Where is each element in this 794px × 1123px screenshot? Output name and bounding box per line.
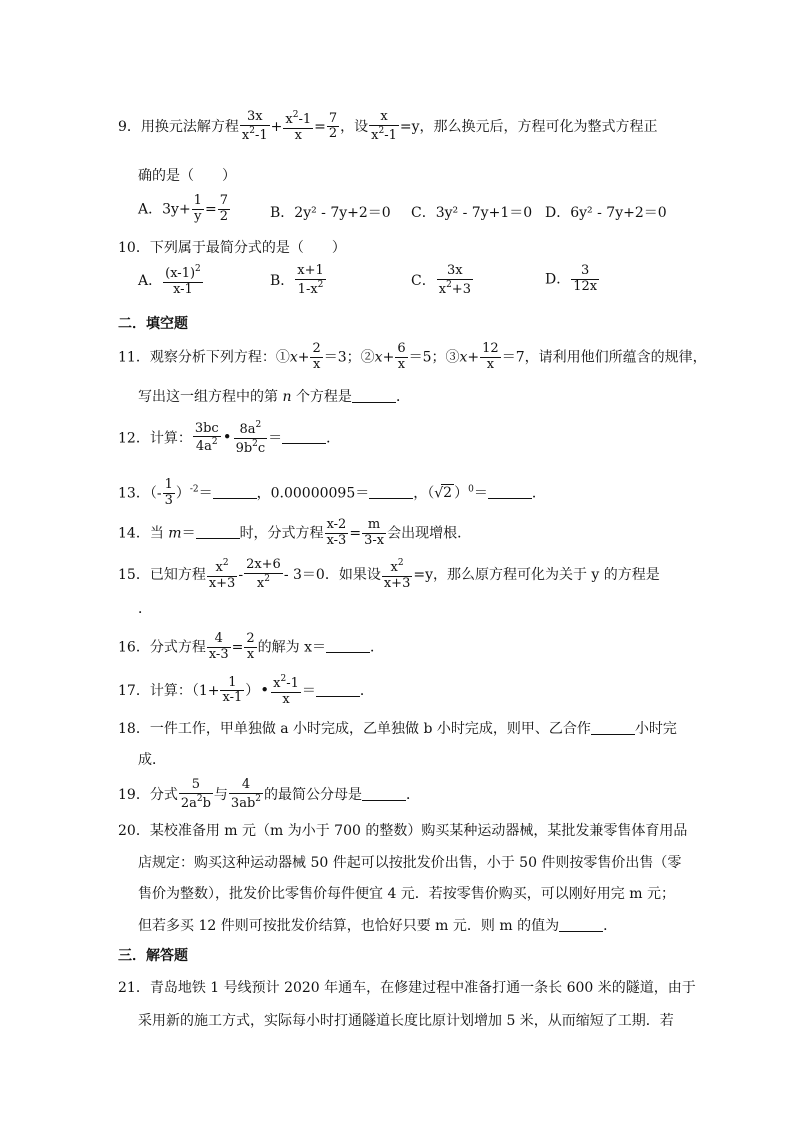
text: x xyxy=(215,560,223,575)
question-20-line-1: 20．某校准备用 m 元（m 为小于 700 的整数）购买某种运动器械，某批发兼零售体育用品 xyxy=(118,823,688,839)
option-label: D． xyxy=(545,271,571,288)
numerator: 2 xyxy=(312,341,321,356)
exponent: 2 xyxy=(317,279,324,290)
fraction xyxy=(325,518,349,549)
denominator: y xyxy=(194,208,202,224)
numerator: 1 xyxy=(220,676,244,692)
answer-blank[interactable] xyxy=(559,917,603,932)
fraction xyxy=(480,342,501,373)
answer-blank[interactable] xyxy=(352,388,396,403)
question-number: 12． xyxy=(118,430,150,447)
denominator: 12x xyxy=(573,278,598,294)
text: ＝7，请利用他们所蕴含的规律， xyxy=(501,349,707,366)
numerator: 4 xyxy=(207,632,231,648)
section-heading-solve: 三．解答题 xyxy=(118,948,188,964)
question-17 xyxy=(118,674,374,708)
denominator: 3 xyxy=(164,492,173,508)
question-15-line-2: ． xyxy=(138,601,152,617)
denominator: x xyxy=(294,127,302,143)
operator: • xyxy=(222,428,232,447)
text: x xyxy=(438,281,447,297)
exponent: 2 xyxy=(222,558,229,568)
exponent: 2 xyxy=(397,558,404,568)
text: ． xyxy=(359,682,374,699)
fraction xyxy=(207,558,238,592)
denominator: x-1 xyxy=(173,281,193,297)
denominator: 3-x xyxy=(364,532,385,548)
question-10-option-d xyxy=(545,264,600,295)
text: x+ xyxy=(374,349,395,366)
question-number: 11． xyxy=(118,349,150,366)
fraction xyxy=(437,264,473,298)
fraction xyxy=(271,674,301,708)
circled-number: ③ xyxy=(445,349,460,366)
question-9-option-d: D．6y² - 7y+2＝0 xyxy=(545,205,667,221)
text: ． xyxy=(369,639,384,656)
numerator xyxy=(163,264,203,283)
question-9-option-b: B．2y² - 7y+2＝0 xyxy=(270,205,391,221)
denominator: x-3 xyxy=(326,532,347,548)
answer-blank[interactable] xyxy=(213,484,257,499)
numerator: 5 xyxy=(179,778,213,794)
denominator: 2 xyxy=(219,208,228,224)
numerator: 2x+6 xyxy=(246,557,281,572)
denominator: x xyxy=(397,356,406,372)
denominator xyxy=(244,574,283,592)
exponent: 2 xyxy=(255,793,261,804)
exponent: -2 xyxy=(189,484,199,495)
numerator: 3 xyxy=(571,264,599,280)
question-10-option-c xyxy=(411,264,474,298)
fraction xyxy=(192,194,204,225)
fraction xyxy=(283,110,313,144)
denominator: x xyxy=(312,356,321,372)
question-10-option-b xyxy=(270,264,327,298)
fraction xyxy=(193,422,221,456)
text: 9b xyxy=(235,440,253,456)
question-text: 已知方程 xyxy=(149,566,206,583)
fraction xyxy=(163,478,175,509)
question-number: 14． xyxy=(118,525,150,542)
question-number: 15． xyxy=(118,566,150,583)
text: 8a xyxy=(239,422,256,437)
circled-number: ② xyxy=(360,349,375,366)
section-heading-fill-in: 二．填空题 xyxy=(118,316,188,332)
question-12 xyxy=(118,420,340,457)
operator: = xyxy=(314,118,326,135)
text: b xyxy=(202,795,211,811)
text: ，0.00000095＝ xyxy=(256,485,370,502)
numerator xyxy=(207,558,238,577)
question-21-line-1: 21．青岛地铁 1 号线预计 2020 年通车，在修建过程中准备打通一条长 600 米的隧道，由于 xyxy=(118,980,696,996)
denominator: x xyxy=(246,646,255,662)
denominator xyxy=(229,794,263,812)
radicand: 2 xyxy=(443,485,453,502)
option-label: C． xyxy=(411,272,436,289)
question-9-line-1 xyxy=(118,110,658,144)
exponent: 2 xyxy=(252,438,258,449)
question-number: 16． xyxy=(118,639,150,656)
numerator: 12 xyxy=(482,341,499,356)
text: ． xyxy=(406,786,420,803)
numerator: 2 xyxy=(246,631,255,646)
numerator: x-2 xyxy=(326,517,347,532)
text: ） xyxy=(245,682,260,699)
exponent: 2 xyxy=(255,420,262,430)
text: 的解为 x＝ xyxy=(257,639,326,656)
fraction xyxy=(207,632,231,663)
numerator: 1 xyxy=(164,477,173,492)
fraction xyxy=(295,264,326,298)
question-13 xyxy=(118,478,546,509)
fraction xyxy=(310,342,322,373)
question-text: 观察分析下列方程： xyxy=(149,349,276,366)
numerator: x xyxy=(369,110,399,126)
text: 3ab xyxy=(230,795,256,811)
text: ． xyxy=(395,389,410,405)
denominator: x xyxy=(486,356,495,372)
denominator xyxy=(179,794,213,812)
text: 当 xyxy=(149,525,164,542)
exponent: 2 xyxy=(249,125,255,136)
text: 个方程是 xyxy=(295,389,352,405)
answer-blank[interactable] xyxy=(488,484,532,499)
option-label: B． xyxy=(270,272,295,289)
numerator: 3bc xyxy=(194,420,219,436)
text: 会出现增根． xyxy=(387,525,472,542)
operator: ＝ xyxy=(301,682,316,699)
operator: ＝ xyxy=(473,485,488,502)
fraction xyxy=(369,110,399,144)
variable: m xyxy=(168,525,182,542)
text: ） xyxy=(454,485,469,502)
question-text: 分式方程 xyxy=(149,639,206,656)
text: ，（ xyxy=(413,485,435,502)
numerator xyxy=(283,110,313,129)
fraction xyxy=(179,778,213,812)
text: ，设 xyxy=(340,118,369,135)
fraction xyxy=(163,264,203,298)
question-18-line-1 xyxy=(118,718,677,738)
question-text: 计算： xyxy=(149,430,192,447)
question-18-line-2: 成． xyxy=(138,752,166,768)
numerator xyxy=(234,420,268,439)
numerator xyxy=(271,674,301,693)
question-number: 19． xyxy=(118,786,150,803)
question-21-line-2: 采用新的施工方式，实际每小时打通隧道长度比原计划增加 5 米，从而缩短了工期．若 xyxy=(138,1013,674,1029)
question-text: 计算：（1+ xyxy=(149,682,220,699)
option-label: A． xyxy=(138,272,163,289)
question-11-line-2 xyxy=(138,386,410,406)
question-16 xyxy=(118,632,384,663)
text: ＝5； xyxy=(408,349,446,366)
question-15-line-1 xyxy=(118,558,660,592)
exponent: 0 xyxy=(468,484,474,495)
answer-blank[interactable] xyxy=(282,429,326,444)
denominator xyxy=(193,437,221,455)
denominator xyxy=(369,126,399,144)
numerator: 7 xyxy=(219,193,228,208)
operator: = xyxy=(204,201,217,218)
operator: = xyxy=(231,639,244,656)
text: (x-1) xyxy=(165,266,196,281)
fraction xyxy=(395,342,407,373)
text: ． xyxy=(603,918,618,934)
text: 3y+ xyxy=(162,201,191,218)
operator: = xyxy=(349,525,362,542)
exponent: 2 xyxy=(378,125,385,136)
operator: ＝ xyxy=(181,525,196,542)
text: x xyxy=(285,112,293,127)
text: 2a xyxy=(180,795,197,811)
answer-blank[interactable] xyxy=(196,524,240,539)
text: ） xyxy=(175,485,190,502)
denominator: x+3 xyxy=(383,575,411,591)
variable: n xyxy=(282,389,292,405)
numerator: 7 xyxy=(328,110,338,126)
denominator: x xyxy=(282,691,290,707)
exponent: 2 xyxy=(446,279,452,290)
circled-number: ① xyxy=(275,349,290,366)
text: x xyxy=(390,560,398,575)
exponent: 2 xyxy=(195,264,201,274)
question-text: 18．一件工作，甲单独做 a 小时完成，乙单独做 b 小时完成，则甲、乙合作 xyxy=(118,721,591,737)
text: +3 xyxy=(451,281,471,297)
answer-blank[interactable] xyxy=(591,720,635,735)
operator: - xyxy=(238,566,244,583)
operator: + xyxy=(270,118,283,135)
question-text: 分式 xyxy=(149,786,178,803)
text: -1 xyxy=(286,676,299,691)
question-20-line-2: 店规定：购买这种运动器械 50 件起可以按批发价出售，小于 50 件则按零售价出售（零 xyxy=(138,855,682,871)
denominator: x-1 xyxy=(222,690,243,706)
operator: • xyxy=(260,680,270,699)
fraction xyxy=(218,194,230,225)
text: 但若多买 12 件则可按批发价结算，也恰好只要 m 元．则 m 的值为 xyxy=(138,918,560,934)
question-20-line-3: 售价为整数），批发价比零售价每件便宜 4 元．若按零售价购买，可以刚好用完 m 元； xyxy=(138,886,675,902)
question-9-option-c: C．3y² - 7y+1＝0 xyxy=(411,205,533,221)
text: - 3＝0．如果设 xyxy=(283,566,381,583)
fraction xyxy=(382,558,413,592)
fraction xyxy=(244,632,256,663)
numerator: m xyxy=(362,518,386,534)
exponent: 2 xyxy=(292,110,299,120)
text: c xyxy=(257,440,266,456)
answer-blank[interactable] xyxy=(326,638,370,653)
answer-blank[interactable] xyxy=(369,484,413,499)
question-number: 9． xyxy=(118,118,141,135)
text: x+ xyxy=(289,349,310,366)
denominator: x-3 xyxy=(208,646,229,662)
question-20-line-4 xyxy=(138,915,617,935)
fraction xyxy=(571,264,599,295)
exponent: 2 xyxy=(196,793,203,804)
text: 与 xyxy=(213,786,228,803)
text: x xyxy=(241,127,250,143)
question-14 xyxy=(118,518,471,549)
text: ． xyxy=(531,485,546,502)
text: 小时完 xyxy=(634,721,677,737)
text: 1-x xyxy=(297,281,318,297)
denominator: x+3 xyxy=(208,575,236,591)
fraction xyxy=(229,778,263,812)
denominator xyxy=(240,126,270,144)
numerator xyxy=(382,558,413,577)
answer-blank[interactable] xyxy=(316,682,360,697)
text: ＝3； xyxy=(323,349,361,366)
fraction xyxy=(240,110,270,144)
question-9-option-a xyxy=(138,194,231,225)
text: x xyxy=(256,575,265,591)
text: =y，那么换元后，方程可化为整式方程正 xyxy=(399,118,658,135)
fraction xyxy=(362,518,386,549)
text: x+ xyxy=(459,349,480,366)
option-label: A． xyxy=(138,201,163,218)
fraction xyxy=(234,420,268,457)
question-11-line-1 xyxy=(118,342,707,373)
text: 写出这一组方程中的第 xyxy=(138,389,278,405)
fraction xyxy=(327,112,339,143)
text: ． xyxy=(326,430,341,447)
question-number: 17． xyxy=(118,682,150,699)
answer-blank[interactable] xyxy=(362,786,406,801)
numerator: 3x xyxy=(240,110,270,126)
exponent: 2 xyxy=(280,674,287,684)
sqrt-symbol: √ xyxy=(434,485,444,502)
text: -1 xyxy=(255,127,268,143)
operator: ＝ xyxy=(268,430,283,447)
denominator: 2 xyxy=(328,126,338,142)
denominator xyxy=(295,280,326,298)
question-19 xyxy=(118,778,420,812)
fraction xyxy=(220,676,244,707)
text: -1 xyxy=(298,112,312,127)
question-10-option-a xyxy=(138,264,204,298)
question-text: 用换元法解方程 xyxy=(140,118,239,135)
exponent: 2 xyxy=(211,437,218,448)
numerator: x+1 xyxy=(297,263,324,278)
text: =y，那么原方程可化为关于 y 的方程是 xyxy=(413,566,660,583)
numerator: 6 xyxy=(397,341,406,356)
numerator: 1 xyxy=(193,193,202,208)
question-number: 13． xyxy=(118,485,150,502)
fraction xyxy=(244,558,283,592)
operator: ＝ xyxy=(198,485,213,502)
text: -1 xyxy=(384,127,397,143)
text: x xyxy=(371,127,379,143)
text: 时，分式方程 xyxy=(239,525,324,542)
exponent: 2 xyxy=(264,573,270,584)
text: x xyxy=(273,676,281,691)
text: 的最简公分母是 xyxy=(264,786,362,803)
text: （- xyxy=(149,485,162,502)
numerator: 3x xyxy=(437,264,473,280)
question-9-line-2: 确的是（ ） xyxy=(138,168,236,184)
denominator xyxy=(234,439,268,457)
numerator: 4 xyxy=(229,778,263,794)
question-10: 10．下列属于最简分式的是（ ） xyxy=(118,240,346,256)
denominator xyxy=(437,280,473,298)
text: 4a xyxy=(195,439,212,455)
